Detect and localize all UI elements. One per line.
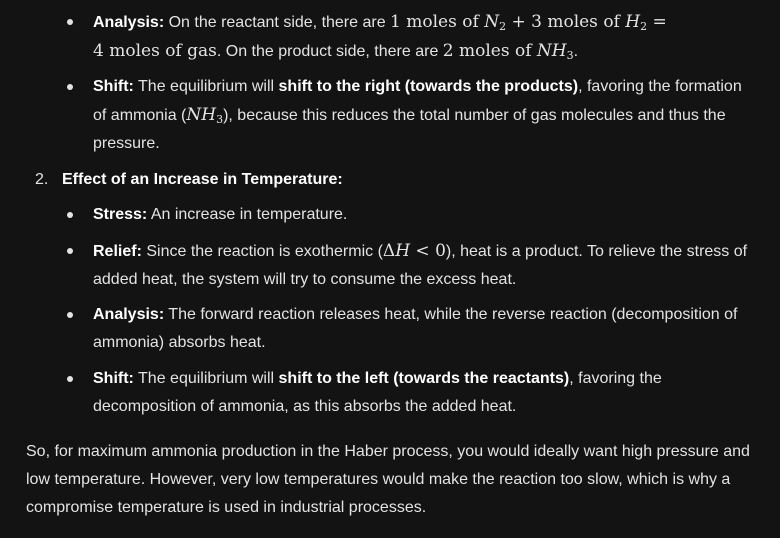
bullet-dot-icon	[67, 212, 73, 218]
shift-math: $NH_3$	[186, 105, 224, 126]
relief-text-a: Since the reaction is exothermic (	[141, 243, 383, 260]
analysis-text-b: . On the product side, there are	[216, 43, 443, 60]
bullet-dot-icon	[67, 312, 73, 318]
relief-bullet	[93, 237, 753, 294]
shift-2-text-a: The equilibrium will	[133, 370, 279, 387]
bullet-dot-icon	[67, 376, 73, 382]
analysis-text-c: .	[573, 43, 579, 60]
bullet-dot-icon	[67, 84, 73, 90]
shift-bold: shift to the right (towards the products)	[278, 78, 579, 95]
relief-label: Relief:	[93, 243, 142, 260]
section-2-number: 2.	[35, 171, 49, 188]
relief-math: ΔH < 0	[382, 241, 446, 261]
analysis-2-label: Analysis:	[93, 306, 165, 323]
stress-text: An increase in temperature.	[147, 206, 348, 223]
shift-label: Shift:	[93, 78, 134, 95]
shift-text-a: The equilibrium will	[133, 78, 279, 95]
shift-bullet-2	[93, 365, 753, 421]
conclusion-paragraph: So, for maximum ammonia production in the Haber process, you would ideally want high pressure and low temperature. However, very low temperatures would make the reaction too slow, which is why a compromise temperature is used in industrial processes.	[26, 443, 750, 516]
bullet-dot-icon	[67, 248, 73, 254]
stress-bullet	[93, 201, 753, 229]
shift-text-b: , favoring the formation of ammonia (	[93, 78, 742, 124]
analysis-bullet-2	[93, 301, 753, 357]
analysis-math-c: 2 moles of $NH_3$	[442, 41, 574, 62]
shift-bullet-1	[93, 73, 753, 158]
analysis-bullet-1	[93, 8, 753, 66]
shift-2-text-b: , favoring the decomposition of ammonia, as this absorbs the added heat.	[93, 370, 662, 415]
analysis-math-a: 1 moles of $N_2 + 3$ moles of $H_2$ =	[390, 12, 667, 33]
analysis-2-text: The forward reaction releases heat, while the reverse reaction (decomposition of ammonia) absorbs heat.	[93, 306, 738, 351]
shift-2-label: Shift:	[93, 370, 134, 387]
analysis-label: Analysis:	[93, 14, 165, 31]
shift-2-bold: shift to the left (towards the reactants)	[278, 370, 570, 387]
shift-text-c: ), because this reduces the total number of gas molecules and thus the pressure.	[93, 107, 726, 152]
stress-label: Stress:	[93, 206, 148, 223]
analysis-text-a: On the reactant side, there are	[164, 14, 391, 31]
analysis-math-b: 4 moles of gas	[93, 41, 217, 61]
relief-text-b: ), heat is a product. To relieve the stress of added heat, the system will try to consume the excess heat.	[93, 243, 748, 288]
section-2-heading	[35, 166, 343, 194]
bullet-dot-icon	[67, 19, 73, 25]
section-2-title: Effect of an Increase in Temperature:	[62, 171, 343, 188]
